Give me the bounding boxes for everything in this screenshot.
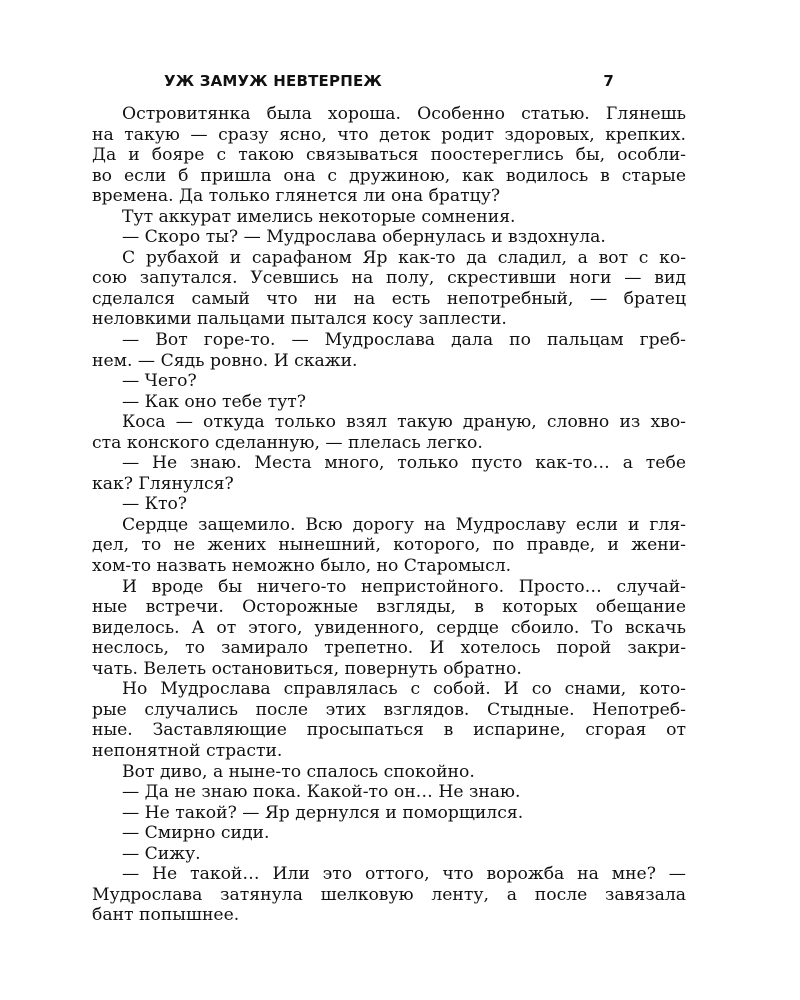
text-line: Мудрослава затянула шелковую ленту, а после завязала (92, 884, 686, 905)
text-line: рые случались после этих взглядов. Стыдные. Непотреб- (92, 699, 686, 720)
page-number: 7 (603, 72, 614, 90)
text-line: дел, то не жених нынешний, которого, по правде, и жени- (92, 535, 686, 556)
text-line: ные. Заставляющие просыпаться в испарине, сгорая от (92, 720, 686, 741)
text-line: на такую — сразу ясно, что деток родит здоровых, крепких. (92, 124, 686, 145)
text-line: Сердце защемило. Всю дорогу на Мудрославу если и гля- (122, 514, 686, 535)
text-line: — Сижу. (122, 843, 201, 864)
text-line: сделался самый что ни на есть непотребный, — братец (92, 288, 686, 309)
text-line: Тут аккурат имелись некоторые сомнения. (122, 206, 516, 227)
text-line: — Скоро ты? — Мудрослава обернулась и вздохнула. (122, 227, 606, 248)
text-line: — Чего? (122, 371, 197, 392)
text-line: Да и бояре с такою связываться поостереглись бы, особли- (92, 145, 686, 166)
text-line: ста конского сделанную, — плелась легко. (92, 432, 483, 453)
text-line: — Да не знаю пока. Какой-то он… Не знаю. (122, 782, 521, 803)
text-line: бант попышнее. (92, 905, 240, 926)
running-title: УЖ ЗАМУЖ НЕВТЕРПЕЖ (164, 72, 382, 90)
text-line: Вот диво, а ныне-то спалось спокойно. (122, 761, 475, 782)
text-line: Островитянка была хороша. Особенно статью. Глянешь (122, 104, 686, 124)
text-line: неловкими пальцами пытался косу заплести. (92, 309, 507, 330)
text-line: сою запутался. Усевшись на полу, скрестивши ноги — вид (92, 268, 686, 289)
text-line: С рубахой и сарафаном Яр как-то да сладил, а вот с ко- (122, 247, 686, 268)
text-line: непонятной страсти. (92, 740, 283, 761)
text-line: — Не такой? — Яр дернулся и поморщился. (122, 802, 524, 823)
text-line: — Вот горе-то. — Мудрослава дала по пальцам греб- (122, 330, 686, 351)
text-line: виделось. А от этого, увиденного, сердце сбоило. То вскачь (92, 617, 686, 638)
text-line: Коса — откуда только взял такую драную, словно из хво- (122, 412, 686, 433)
text-line: хом-то назвать неможно было, но Старомысл. (92, 556, 512, 577)
text-line: чать. Велеть остановиться, повернуть обратно. (92, 658, 522, 679)
text-line: — Смирно сиди. (122, 823, 270, 844)
body-text (92, 104, 686, 926)
text-line: — Не знаю. Места много, только пусто как-то… а тебе (122, 453, 686, 474)
text-line: Но Мудрослава справлялась с собой. И со снами, кото- (122, 679, 686, 700)
text-line: нем. — Сядь ровно. И скажи. (92, 350, 358, 371)
text-line: И вроде бы ничего-то непристойного. Просто… случай- (122, 576, 686, 597)
text-line: — Не такой… Или это оттого, что ворожба на мне? — (122, 864, 686, 885)
text-line: времена. Да только глянется ли она братцу? (92, 186, 501, 207)
text-line: как? Глянулся? (92, 473, 234, 494)
text-line: во если б пришла она с дружиною, как водилось в старые (92, 165, 686, 186)
text-line: неслось, то замирало трепетно. И хотелось порой закри- (92, 638, 686, 659)
text-line: ные встречи. Осторожные взгляды, в которых обещание (92, 597, 686, 618)
text-line: — Кто? (122, 494, 188, 515)
running-head (92, 72, 614, 94)
text-line: — Как оно тебе тут? (122, 391, 307, 412)
